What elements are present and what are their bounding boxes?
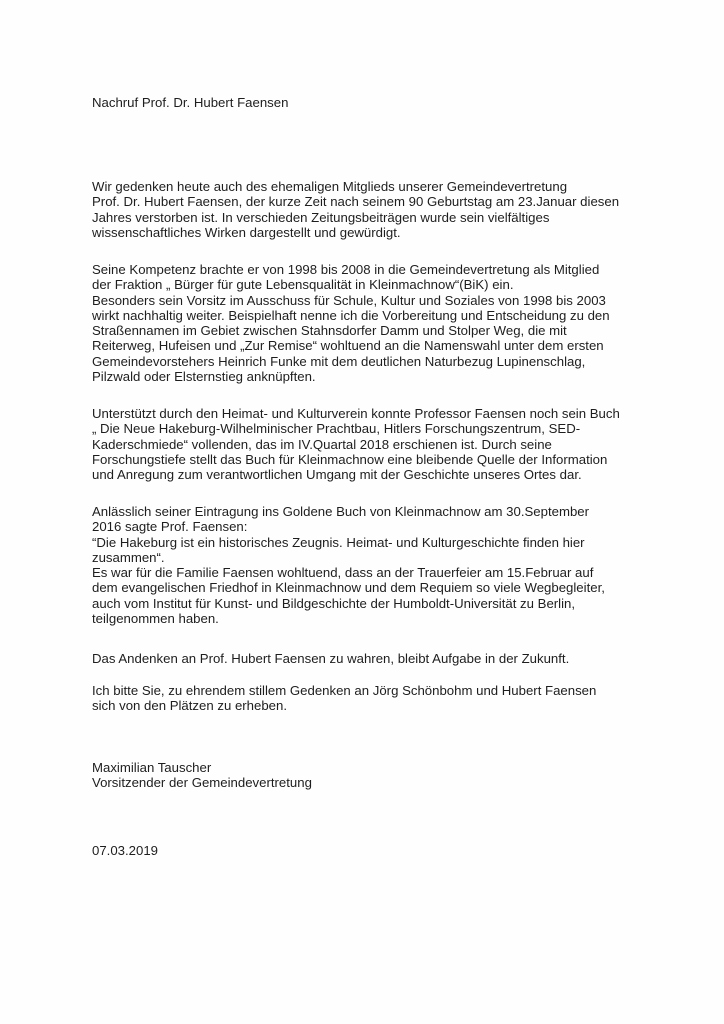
paragraph bbox=[92, 651, 652, 666]
document-date: 07.03.2019 bbox=[92, 843, 159, 858]
paragraph-goldenes-buch bbox=[92, 504, 652, 626]
text-line: zusammen“. bbox=[92, 549, 165, 565]
text-line: Jahres verstorben ist. In verschieden Zeitungsbeiträgen wurde sein vielfältiges bbox=[92, 209, 550, 225]
text-line: Besonders sein Vorsitz im Ausschuss für Schule, Kultur und Soziales von 1998 bis 2003 bbox=[92, 292, 606, 308]
text-line: Es war für die Familie Faensen wohltuend, dass an der Trauerfeier am 15.Februar auf bbox=[92, 565, 594, 581]
text-line: auch vom Institut für Kunst- und Bildgeschichte der Humboldt-Universität zu Berlin, bbox=[92, 595, 576, 611]
text-line: Prof. Dr. Hubert Faensen, der kurze Zeit nach seinem 90 Geburtstag am 23.Januar diesen bbox=[92, 194, 620, 210]
text-line: Kaderschmiede“ vollenden, das im IV.Quartal 2018 erschienen ist. Durch seine bbox=[92, 436, 552, 452]
text-line: Das Andenken an Prof. Hubert Faensen zu wahren, bleibt Aufgabe in der Zukunft. bbox=[92, 651, 570, 666]
paragraph bbox=[92, 262, 652, 384]
text-line: Gemeindevorstehers Heinrich Funke mit dem deutlichen Naturbezug Lupinenschlag, bbox=[92, 353, 586, 369]
text-line: Ich bitte Sie, zu ehrendem stillem Gedenken an Jörg Schönbohm und Hubert Faensen bbox=[92, 683, 597, 698]
signature-block bbox=[92, 760, 652, 791]
text-line: Pilzwald oder Elsternstieg anknüpften. bbox=[92, 369, 316, 385]
text-line: dem evangelischen Friedhof in Kleinmachnow und dem Requiem so viele Wegbegleiter, bbox=[92, 580, 605, 596]
text-line: Wir gedenken heute auch des ehemaligen Mitglieds unserer Gemeindevertretung bbox=[92, 179, 568, 194]
document-title: Nachruf Prof. Dr. Hubert Faensen bbox=[92, 95, 289, 110]
text-line: der Fraktion „ Bürger für gute Lebensqualität in Kleinmachnow“(BiK) ein. bbox=[92, 277, 514, 293]
text-line: sich von den Plätzen zu erheben. bbox=[92, 698, 288, 714]
text-line: “Die Hakeburg ist ein historisches Zeugnis. Heimat- und Kulturgeschichte finden hier bbox=[92, 534, 585, 550]
text-line: teilgenommen haben. bbox=[92, 611, 219, 627]
paragraph-andenken bbox=[92, 651, 652, 666]
text-line: 2016 sagte Prof. Faensen: bbox=[92, 519, 248, 535]
paragraph bbox=[92, 406, 652, 482]
paragraph-intro bbox=[92, 179, 652, 240]
text-line: Anlässlich seiner Eintragung ins Goldene Buch von Kleinmachnow am 30.September bbox=[92, 504, 590, 519]
text-line: Forschungstiefe stellt das Buch für Kleinmachnow eine bleibende Quelle der Information bbox=[92, 451, 608, 467]
signature-role: Vorsitzender der Gemeindevertretung bbox=[92, 775, 312, 791]
text-line: wirkt nachhaltig weiter. Beispielhaft nenne ich die Vorbereitung und Entscheidung zu den bbox=[92, 307, 610, 323]
paragraph bbox=[92, 179, 652, 240]
text-line: Unterstützt durch den Heimat- und Kulturverein konnte Professor Faensen noch sein Buch bbox=[92, 406, 620, 421]
paragraph bbox=[92, 504, 652, 626]
text-line: wissenschaftliches Wirken dargestellt und gewürdigt. bbox=[92, 224, 401, 240]
signature-name: Maximilian Tauscher bbox=[92, 760, 212, 775]
text-line: Seine Kompetenz brachte er von 1998 bis 2008 in die Gemeindevertretung als Mitglied bbox=[92, 262, 600, 277]
text-line: Straßennamen im Gebiet zwischen Stahnsdorfer Damm und Stolper Weg, die mit bbox=[92, 323, 567, 339]
paragraph-buch bbox=[92, 406, 652, 482]
text-line: Reiterweg, Hufeisen und „Zur Remise“ wohltuend an die Namenswahl unter dem ersten bbox=[92, 338, 604, 354]
text-line: „ Die Neue Hakeburg-Wilhelminischer Prachtbau, Hitlers Forschungszentrum, SED- bbox=[92, 421, 581, 437]
paragraph-kompetenz bbox=[92, 262, 652, 384]
text-line: und Anregung zum verantwortlichen Umgang mit der Geschichte unseres Ortes dar. bbox=[92, 467, 582, 483]
paragraph bbox=[92, 683, 652, 714]
paragraph-gedenken bbox=[92, 683, 652, 714]
